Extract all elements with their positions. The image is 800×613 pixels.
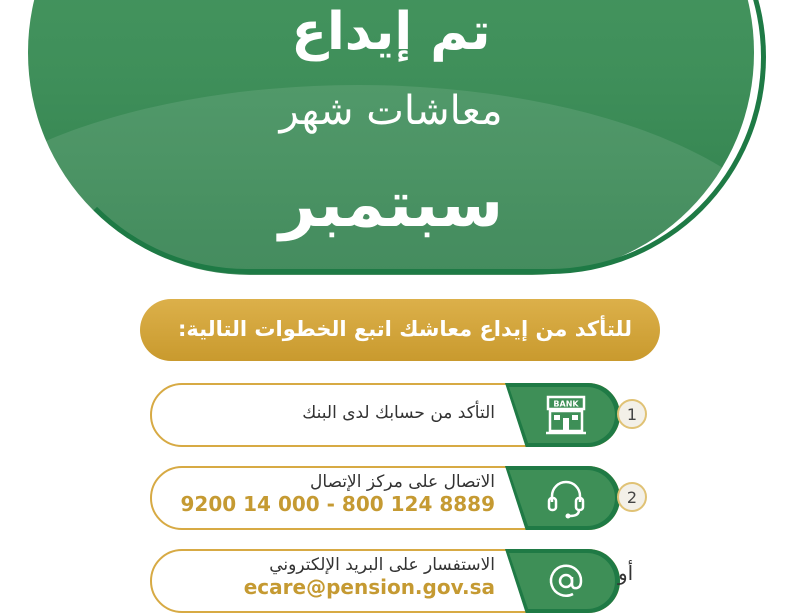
step-title: الاستفسار على البريد الإلكتروني (269, 555, 495, 575)
step-bank (150, 383, 655, 447)
at-sign-icon (542, 557, 590, 605)
email-address-link[interactable]: ecare@pension.gov.sa (243, 575, 495, 599)
call-center-numbers[interactable]: 9200 14 000 - 800 124 8889 (180, 492, 495, 516)
step-title: الاتصال على مركز الإتصال (310, 472, 495, 492)
step-email (150, 549, 655, 613)
hero-title-line2: معاشات شهر (279, 88, 503, 134)
hero-outline (30, 0, 766, 274)
step-title: التأكد من حسابك لدى البنك (302, 403, 495, 423)
bank-icon (542, 391, 590, 439)
or-label: أو (618, 561, 634, 585)
hero-title-line1: تم إيداع (291, 2, 491, 62)
svg-text:BANK: BANK (553, 399, 579, 409)
step-number-badge: 2 (617, 482, 647, 512)
headset-icon (542, 474, 590, 522)
step-number-badge: 1 (617, 399, 647, 429)
step-call-center (150, 466, 655, 530)
instructions-banner: للتأكد من إيداع معاشك اتبع الخطوات التالية: (140, 299, 660, 361)
hero-title-month: سبتمبر (278, 168, 504, 242)
